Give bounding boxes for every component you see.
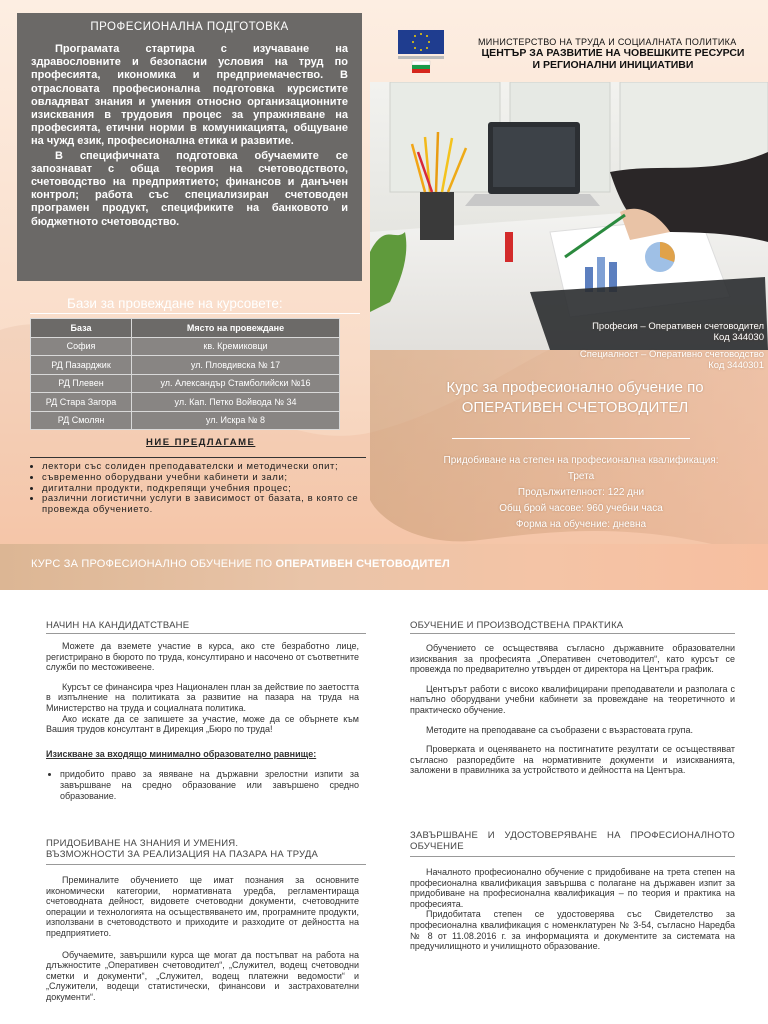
ministry-name: МИНИСТЕРСТВО НА ТРУДА И СОЦИАЛНАТА ПОЛИТИКА: [478, 37, 737, 47]
location-cell: ул. Искра № 8: [132, 411, 340, 430]
base-cell: РД Стара Загора: [31, 393, 132, 412]
training-paragraph-1: Програмата стартира с изучаване на здравословните и безопасни условия на труд по професията, икономика и предприемачество. В отрасловата професионална подготовка курсистите овладяват знания и умения относно организационните изисквания в трудовия процес за упражняване на професията, етични норми в комуникацията, общуване на чужд език, професионална етика и развитие.: [31, 43, 348, 148]
base-cell: РД Плевен: [31, 374, 132, 393]
list-item: • придобито право за явяване на държавни зрелостни изпити за завършване на средно образование или завършено средно образование.: [60, 769, 359, 801]
center-name: [478, 48, 748, 71]
table-row: [31, 337, 340, 356]
base-cell: РД Пазарджик: [31, 356, 132, 375]
bases-header-row: [31, 319, 340, 338]
qualification-label: Придобиване на степен на професионална квалификация:: [443, 455, 719, 466]
practice-divider: [410, 633, 735, 634]
practice-heading: ОБУЧЕНИЕ И ПРОИЗВОДСТВЕНА ПРАКТИКА: [410, 620, 624, 631]
requirement-list: [46, 769, 359, 801]
skills-heading-line-2: ВЪЗМОЖНОСТИ ЗА РЕАЛИЗАЦИЯ НА ПАЗАРА НА ТРУДА: [46, 849, 319, 860]
skills-paragraph-1: Преминалите обучението ще имат познания за основните икономически категории, нормативната уредба, регламентираща счетоводната дейност, видовете счетоводни документи, счетоводните операции и технологията на осъществяването им, програмните продукти, използвани в счетоводството и приходите и разходите от дейността на предприятието.: [46, 875, 359, 938]
completion-divider: [410, 856, 735, 857]
list-item: • лектори със солиден преподавателски и методически опит;: [42, 462, 378, 473]
completion-heading: ЗАВЪРШВАНЕ И УДОСТОВЕРЯВАНЕ НА ПРОФЕСИОНАЛНОТО ОБУЧЕНИЕ: [410, 830, 735, 852]
training-title: ПРОФЕСИОНАЛНА ПОДГОТОВКА: [90, 21, 289, 33]
band-title-highlight: ОПЕРАТИВЕН СЧЕТОВОДИТЕЛ: [275, 558, 450, 570]
course-divider: [452, 438, 690, 439]
course-title: [385, 378, 765, 418]
course-title-line-2: ОПЕРАТИВЕН СЧЕТОВОДИТЕЛ: [461, 399, 689, 416]
course-title-line-1: Курс за професионално обучение по: [446, 379, 704, 396]
skills-heading-line-1: ПРИДОБИВАНЕ НА ЗНАНИЯ И УМЕНИЯ.: [46, 838, 239, 849]
offer-divider: [30, 457, 366, 458]
table-row: [31, 374, 340, 393]
practice-paragraph-2: Центърът работи с високо квалифицирани преподаватели и разполага с напълно оборудвани учебни кабинети за провеждане на теоретичното и практическо обучение.: [410, 683, 735, 715]
location-cell: ул. Кап. Петко Войвода № 34: [132, 393, 340, 412]
course-form: Форма на обучение: дневна: [515, 519, 647, 530]
eu-flag-logo: [398, 30, 444, 74]
location-cell: ул. Александър Стамболийски №16: [132, 374, 340, 393]
completion-paragraph-2: Придобитата степен се удостоверява със Свидетелство за професионална квалификация с номенклатурен № 3-54, съгласно Наредба № 8 от 11.08.2016 г. за информацията и документите за системата на предучилищното и училищното образование.: [410, 909, 735, 952]
specialty-code: Код 3440301: [708, 360, 764, 371]
practice-paragraph-3: Методите на преподаване са съобразени с възрастовата група.: [426, 724, 693, 735]
center-name-line-2: И РЕГИОНАЛНИ ИНИЦИАТИВИ: [532, 58, 694, 71]
bases-table: [30, 318, 340, 430]
band-title: [31, 558, 450, 570]
location-cell: кв. Кремиковци: [132, 337, 340, 356]
completion-text: [410, 867, 735, 952]
offer-list: [30, 462, 378, 516]
profession-label: Професия – Оперативен счетоводител: [592, 321, 764, 332]
application-heading: НАЧИН НА КАНДИДАТСТВАНЕ: [46, 620, 190, 631]
requirement-title: Изискване за входящо минимално образователно равнище:: [46, 748, 317, 759]
offer-title: НИЕ ПРЕДЛАГАМЕ: [146, 437, 256, 448]
office-photo: [370, 82, 768, 350]
course-total-hours: Общ брой часове: 960 учебни часа: [499, 503, 663, 514]
table-row: [31, 356, 340, 375]
skills-divider: [46, 864, 366, 865]
list-item: • различни логистични услуги в зависимост от базата, в която се провежда обучението.: [42, 494, 378, 516]
bases-header-base: База: [31, 319, 132, 338]
bases-title: Бази за провеждане на курсовете:: [67, 296, 283, 311]
location-cell: ул. Пловдивска № 17: [132, 356, 340, 375]
skills-heading: [46, 838, 318, 860]
practice-paragraph-4: Проверката и оценяването на постигнатите резултати се осъществяват съгласно разпоредбите на нормативните документи и изискванията, заложени в правилника за устройството и дейността на Центъра.: [410, 744, 735, 776]
practice-paragraph-1: Обучението се осъществява съгласно държавните образователни изисквания за професията „Оперативен счетоводител“, като курсът се провежда по предварително утвърден от директора на Центъра график.: [410, 643, 735, 675]
list-item: • дигитални продукти, подкрепящи учебния процес;: [42, 484, 378, 495]
center-name-line-1: ЦЕНТЪР ЗА РАЗВИТИЕ НА ЧОВЕШКИТЕ РЕСУРСИ: [481, 47, 745, 59]
specialty-label: Специалност – Оперативно счетоводство: [579, 349, 764, 360]
course-duration: Продължителност: 122 дни: [517, 487, 645, 498]
profession-block: [464, 321, 764, 343]
bases-header-location: Място на провеждане: [132, 319, 340, 338]
practice-text: [410, 643, 735, 776]
list-item: • съвременно оборудвани учебни кабинети и зали;: [42, 473, 378, 484]
application-divider: [46, 633, 366, 634]
bases-divider: [30, 313, 360, 314]
skills-text: [46, 875, 359, 1003]
application-paragraph-3: Ако искате да се запишете за участие, може да се обърнете към Вашия трудов консултант в Дирекция „Бюро по труда!: [46, 713, 359, 735]
table-row: [31, 393, 340, 412]
application-paragraph-1: Можете да вземете участие в курса, ако сте безработно лице, регистрирано в бюрото по труда, консултирано и насочено от съответните служби по местоживеене.: [46, 641, 359, 673]
qualification-degree: Трета: [567, 471, 595, 482]
band-title-prefix: КУРС ЗА ПРОФЕСИОНАЛНО ОБУЧЕНИЕ ПО: [31, 558, 276, 570]
application-text: [46, 641, 359, 801]
training-paragraph-2: В специфичната подготовка обучаемите се запознават с обща теория на счетоводството, счетоводство на предприятието; финансов и данъчен контрол; работа със специализиран счетоводен програмен продукт, спецификите на банковото и бюджетното счетоводство.: [31, 149, 348, 228]
base-cell: София: [31, 337, 132, 356]
completion-paragraph-1: Началното професионално обучение с придобиване на трета степен на професионална квалификация завършва с полагане на държавен изпит за придобиване на професионална квалификация – по теория и практика на професията.: [410, 867, 735, 909]
profession-code: Код 344030: [713, 332, 764, 343]
base-cell: РД Смолян: [31, 411, 132, 430]
table-row: [31, 411, 340, 430]
skills-paragraph-2: Обучаемите, завършили курса ще могат да постъпват на работа на длъжностите „Оперативен счетоводител“, „Служител, водещ счетоводни сметки и документи“, „Служител, водещ платежни ведомости“ и „Служители, водещи статистически, финансови и застрахователни документи“.: [46, 949, 359, 1002]
professional-training-box: [17, 13, 362, 281]
specialty-block: [464, 349, 764, 371]
application-paragraph-2: Курсът се финансира чрез Национален план за действие по заетостта в изпълнение на политиката за развитие на пазара на труда на Министерство на труда и социалната политика.: [46, 681, 359, 713]
